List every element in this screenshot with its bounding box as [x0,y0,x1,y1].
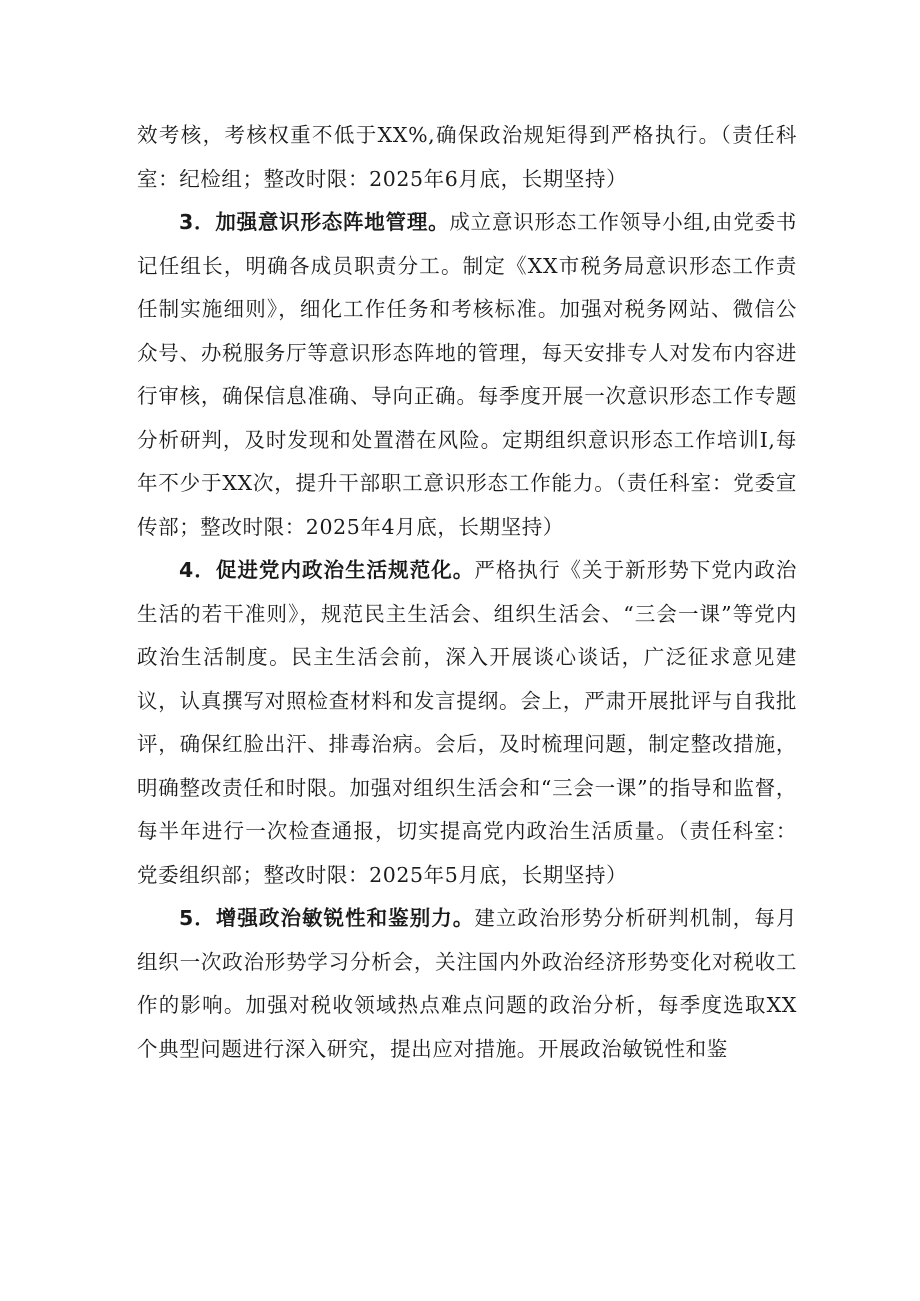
paragraph-body: 效考核，考核权重不低于XX%,确保政治规矩得到严格执行。（责任科室：纪检组；整改时限：2025年6月底，长期坚持） [137,123,797,191]
paragraph-heading: 3．加强意识形态阵地管理。 [179,210,450,234]
paragraph-body: 严格执行《关于新形势下党内政治生活的若干准则》，规范民主生活会、组织生活会、“三会一课”等党内政治生活制度。民主生活会前，深入开展谈心谈话，广泛征求意见建议，认真撰写对照检查材料和发言提纲。会上，严肃开展批评与自我批评，确保红脸出汗、排毒治病。会后，及时梳理问题，制定整改措施，明确整改责任和时限。加强对组织生活会和“三会一课”的指导和监督，每半年进行一次检查通报，切实提高党内政治生活质量。（责任科室：党委组织部；整改时限：2025年5月底，长期坚持） [137,558,797,887]
paragraph-item-5 [137,897,797,1071]
paragraph-item-4 [137,549,797,897]
paragraph-body: 建立政治形势分析研判机制，每月组织一次政治形势学习分析会，关注国内外政治经济形势变化对税收工作的影响。加强对税收领域热点难点问题的政治分析，每季度选取XX个典型问题进行深入研究，提出应对措施。开展政治敏锐性和鉴 [137,906,797,1061]
paragraph-item-3 [137,201,797,549]
paragraph-heading: 5．增强政治敏锐性和鉴别力。 [179,906,475,930]
paragraph-continuation [137,114,797,201]
paragraph-body: 成立意识形态工作领导小组,由党委书记任组长，明确各成员职责分工。制定《XX市税务局意识形态工作责任制实施细则》，细化工作任务和考核标准。加强对税务网站、微信公众号、办税服务厅等意识形态阵地的管理，每天安排专人对发布内容进行审核，确保信息准确、导向正确。每季度开展一次意识形态工作专题分析研判，及时发现和处置潜在风险。定期组织意识形态工作培训I,每年不少于XX次，提升干部职工意识形态工作能力。（责任科室：党委宣传部；整改时限：2025年4月底，长期坚持） [137,210,797,539]
paragraph-heading: 4．促进党内政治生活规范化。 [179,558,475,582]
document-page [137,114,797,1071]
